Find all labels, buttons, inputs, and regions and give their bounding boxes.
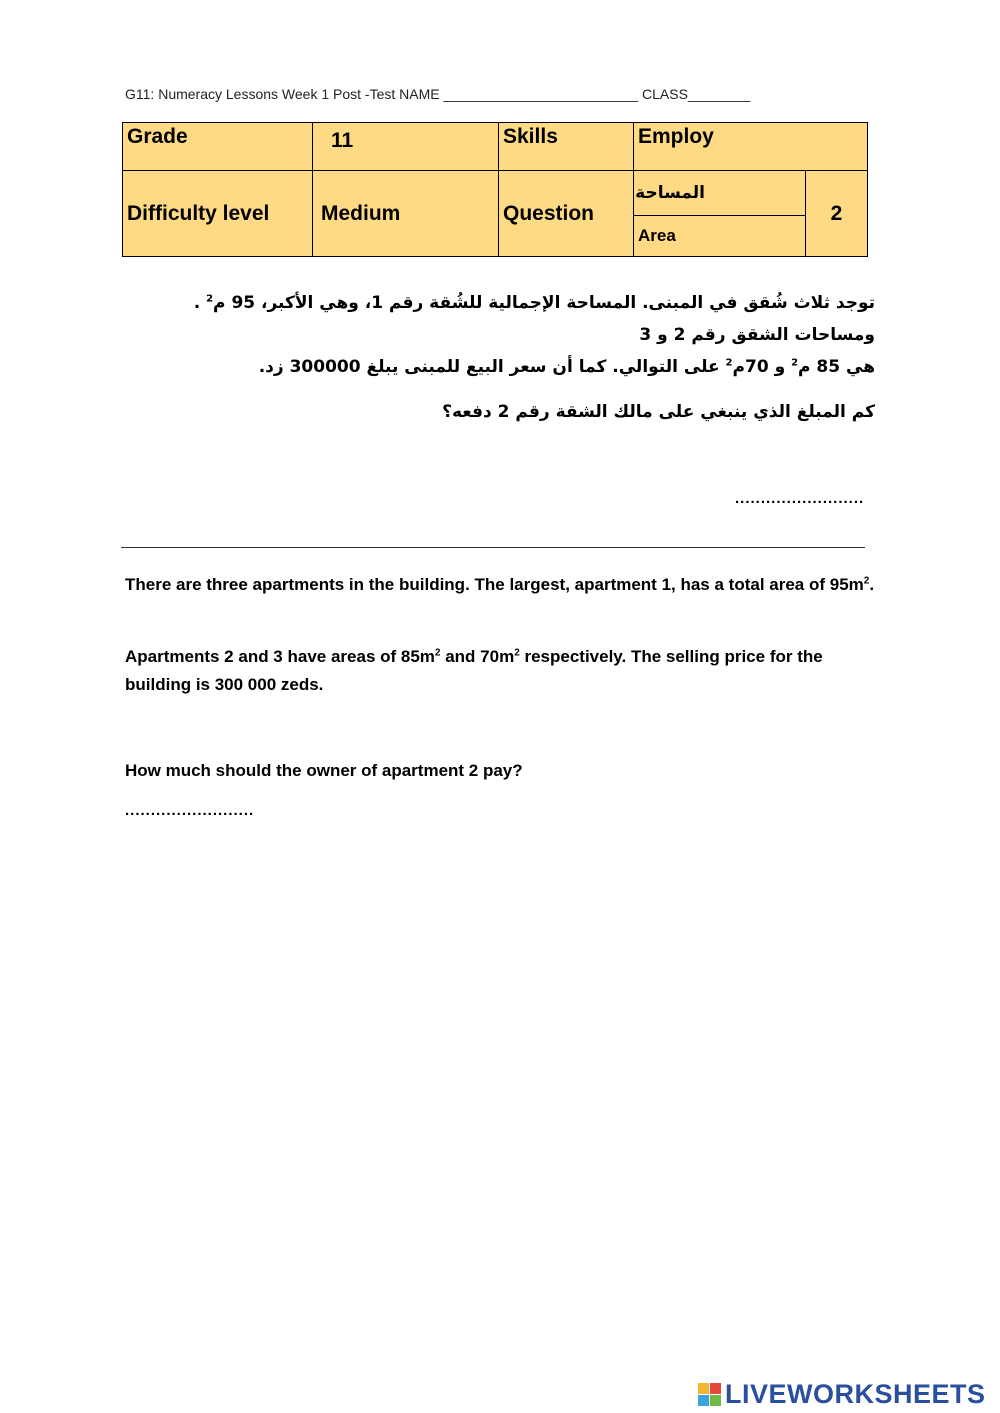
english-answer-field[interactable]: ......................... [125,802,255,819]
topic-arabic: المساحة [634,171,806,215]
arabic-line-2-a: هي 85 م [798,357,875,377]
arabic-problem-text [115,287,875,383]
english-p2-b: and 70m [440,647,515,666]
section-divider [121,547,865,548]
liveworksheets-text: LIVEWORKSHEETS [725,1378,986,1409]
arabic-line-2 [115,351,875,383]
arabic-line-1 [115,287,875,351]
grade-value: 11 [313,123,499,171]
liveworksheets-logo[interactable] [698,1377,986,1411]
superscript: 2 [863,575,870,587]
arabic-line-1-b: . ومساحات الشقق رقم 2 و 3 [193,293,875,345]
english-p2-a: Apartments 2 and 3 have areas of 85m [125,647,435,666]
topic-english: Area [634,215,806,256]
superscript: 2 [434,647,441,659]
question-label: Question [499,171,634,257]
english-p1-a: There are three apartments in the building. The largest, apartment 1, has a total area of 95m [125,575,864,594]
english-p2-c: respectively. The selling price for the building is 300 000 zeds. [125,647,823,694]
superscript: 2 [725,357,733,369]
arabic-line-2-b: و 70م [732,357,792,377]
arabic-question: كم المبلغ الذي ينبغي على مالك الشقة رقم 2 دفعه؟ [442,402,875,422]
skills-label: Skills [499,123,634,171]
question-number: 2 [806,171,868,257]
difficulty-value: Medium [313,171,499,257]
superscript: 2 [514,647,520,659]
info-table [122,122,868,257]
skills-value: Employ [634,123,868,171]
arabic-answer-field[interactable]: ......................... [735,490,865,507]
english-question: How much should the owner of apartment 2 pay? [125,761,523,780]
liveworksheets-icon [698,1383,721,1406]
arabic-line-2-c: على التوالي. كما أن سعر البيع للمبنى يبلغ 300000 زد. [258,357,726,377]
superscript: 2 [206,293,214,305]
grade-label: Grade [123,123,313,171]
superscript: 2 [791,357,799,369]
header-line: G11: Numeracy Lessons Week 1 Post -Test NAME _________________________ CLASS________ [125,86,751,102]
english-p1-b: . [869,575,875,594]
english-paragraph-1 [125,571,875,599]
arabic-line-1-a: توجد ثلاث شُقق في المبنى. المساحة الإجمالية للشُقة رقم 1، وهي الأكبر، 95 م [213,293,875,313]
difficulty-label: Difficulty level [123,171,313,257]
english-paragraph-2 [125,643,875,699]
